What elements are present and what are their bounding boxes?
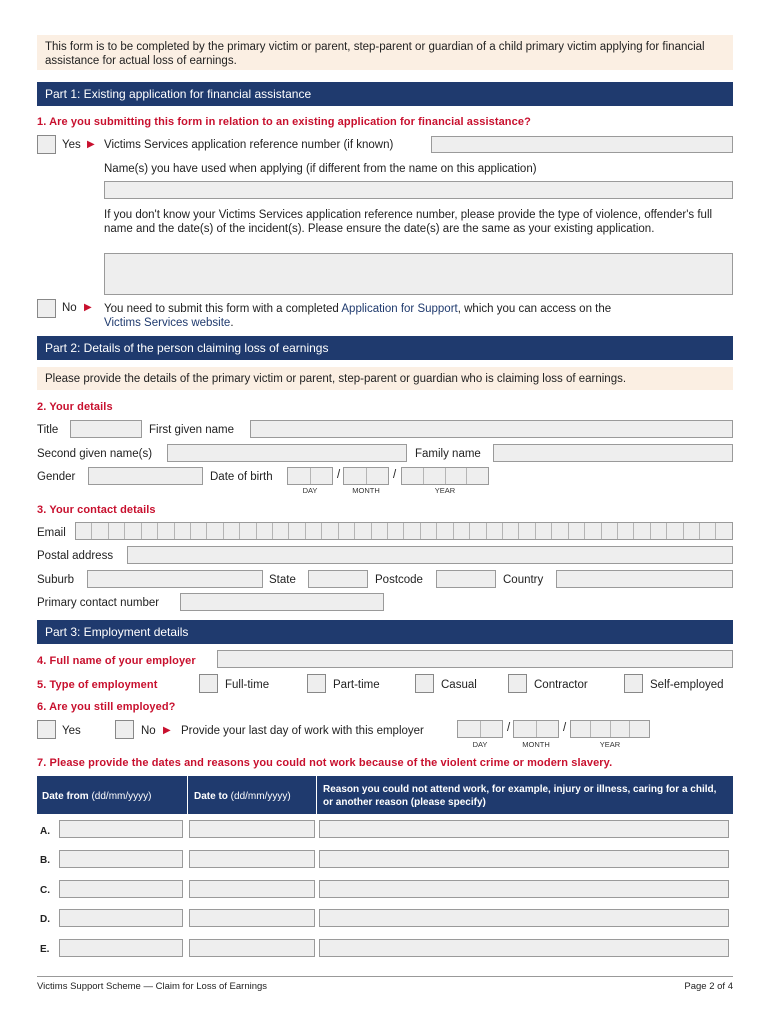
- footer-title: Victims Support Scheme — Claim for Loss of Earnings: [37, 981, 268, 992]
- question-4: 4. Full name of your employer: [37, 655, 196, 667]
- intro-note: This form is to be completed by the primary victim or parent, step-parent or guardian of a child primary victim applying for financial assistance for actual loss of earnings.: [37, 35, 733, 70]
- month-caption: MONTH: [522, 740, 550, 749]
- dob-slash: /: [393, 469, 397, 481]
- last-day-slash: /: [507, 722, 511, 734]
- no-text-c: .: [230, 317, 234, 329]
- last-day-slash: /: [563, 722, 567, 734]
- title-input[interactable]: [70, 420, 142, 438]
- still-employed-no-label: No: [141, 725, 156, 737]
- row-e-date-from[interactable]: [59, 939, 183, 957]
- email-input[interactable]: [75, 522, 733, 540]
- arrow-right-icon: ▶: [84, 302, 92, 313]
- last-day-day-input[interactable]: [457, 720, 503, 738]
- incident-details-textarea[interactable]: [104, 253, 733, 295]
- postcode-input[interactable]: [436, 570, 496, 588]
- row-b-reason[interactable]: [319, 850, 729, 868]
- col-from-bold: Date from: [42, 791, 89, 802]
- gender-label: Gender: [37, 471, 76, 483]
- col-reason-header: Reason you could not attend work, for example, injury or illness, caring for a child, or another reason (please specify): [317, 776, 733, 814]
- phone-label: Primary contact number: [37, 597, 160, 609]
- footer-divider: [37, 976, 733, 977]
- ref-number-input[interactable]: [431, 136, 733, 153]
- col-from-format: (dd/mm/yyyy): [88, 791, 152, 802]
- ref-number-label: Victims Services application reference number (if known): [104, 139, 394, 151]
- employer-name-input[interactable]: [217, 650, 733, 668]
- arrow-right-icon: ▶: [87, 139, 95, 150]
- year-caption: YEAR: [434, 486, 456, 495]
- first-name-label: First given name: [149, 424, 235, 436]
- first-name-input[interactable]: [250, 420, 733, 438]
- question-6: 6. Are you still employed?: [37, 701, 176, 713]
- family-name-label: Family name: [415, 448, 481, 460]
- col-to-bold: Date to: [194, 791, 228, 802]
- last-day-label: Provide your last day of work with this employer: [181, 725, 424, 737]
- page-number: Page 2 of 4: [684, 981, 733, 992]
- contractor-label: Contractor: [534, 679, 588, 691]
- state-input[interactable]: [308, 570, 368, 588]
- full-time-checkbox[interactable]: [199, 674, 218, 693]
- yes-checkbox[interactable]: [37, 135, 56, 154]
- suburb-input[interactable]: [87, 570, 263, 588]
- email-label: Email: [37, 527, 66, 539]
- part3-header: Part 3: Employment details: [37, 620, 733, 644]
- col-date-to-header: [188, 776, 317, 814]
- gender-input[interactable]: [88, 467, 203, 485]
- no-text-b: , which you can access on the: [457, 303, 612, 315]
- row-e-date-to[interactable]: [189, 939, 315, 957]
- dob-slash: /: [337, 469, 341, 481]
- full-time-label: Full-time: [225, 679, 270, 691]
- row-d-reason[interactable]: [319, 909, 729, 927]
- part1-header: Part 1: Existing application for financial assistance: [37, 82, 733, 106]
- still-employed-no-checkbox[interactable]: [115, 720, 134, 739]
- row-label-e: E.: [40, 944, 50, 955]
- casual-label: Casual: [441, 679, 477, 691]
- row-a-reason[interactable]: [319, 820, 729, 838]
- casual-checkbox[interactable]: [415, 674, 434, 693]
- still-employed-yes-checkbox[interactable]: [37, 720, 56, 739]
- dob-month-input[interactable]: [343, 467, 389, 485]
- no-label: No: [62, 302, 77, 314]
- row-d-date-to[interactable]: [189, 909, 315, 927]
- month-caption: MONTH: [352, 486, 380, 495]
- no-instructions: [104, 302, 704, 330]
- year-caption: YEAR: [599, 740, 621, 749]
- names-used-label: Name(s) you have used when applying (if different from the name on this application): [104, 163, 537, 175]
- col-to-format: (dd/mm/yyyy): [227, 791, 291, 802]
- row-e-reason[interactable]: [319, 939, 729, 957]
- self-employed-checkbox[interactable]: [624, 674, 643, 693]
- postal-address-input[interactable]: [127, 546, 733, 564]
- last-day-month-input[interactable]: [513, 720, 559, 738]
- victims-services-website-link[interactable]: Victims Services website: [104, 317, 231, 329]
- part2-header: Part 2: Details of the person claiming loss of earnings: [37, 336, 733, 360]
- question-2: 2. Your details: [37, 401, 113, 413]
- state-label: State: [269, 574, 296, 586]
- dob-day-input[interactable]: [287, 467, 333, 485]
- country-input[interactable]: [556, 570, 733, 588]
- no-checkbox[interactable]: [37, 299, 56, 318]
- row-label-d: D.: [40, 914, 50, 925]
- still-employed-yes-label: Yes: [62, 725, 81, 737]
- contractor-checkbox[interactable]: [508, 674, 527, 693]
- row-d-date-from[interactable]: [59, 909, 183, 927]
- row-b-date-from[interactable]: [59, 850, 183, 868]
- names-used-input[interactable]: [104, 181, 733, 199]
- family-name-input[interactable]: [493, 444, 733, 462]
- last-day-year-input[interactable]: [570, 720, 650, 738]
- question-1: 1. Are you submitting this form in relation to an existing application for financial assistance?: [37, 116, 531, 128]
- application-for-support-link[interactable]: Application for Support: [341, 303, 458, 315]
- self-employed-label: Self-employed: [650, 679, 724, 691]
- row-b-date-to[interactable]: [189, 850, 315, 868]
- second-name-input[interactable]: [167, 444, 407, 462]
- row-c-reason[interactable]: [319, 880, 729, 898]
- row-label-c: C.: [40, 885, 50, 896]
- part-time-checkbox[interactable]: [307, 674, 326, 693]
- no-text-a: You need to submit this form with a completed: [104, 303, 342, 315]
- row-label-b: B.: [40, 855, 50, 866]
- row-label-a: A.: [40, 826, 50, 837]
- dob-year-input[interactable]: [401, 467, 489, 485]
- question-5: 5. Type of employment: [37, 679, 158, 691]
- row-a-date-to[interactable]: [189, 820, 315, 838]
- arrow-right-icon: ▶: [163, 725, 171, 736]
- dob-label: Date of birth: [210, 471, 273, 483]
- row-a-date-from[interactable]: [59, 820, 183, 838]
- row-c-date-from[interactable]: [59, 880, 183, 898]
- part-time-label: Part-time: [333, 679, 380, 691]
- col-date-from-header: [37, 776, 188, 814]
- yes-label: Yes: [62, 139, 81, 151]
- day-caption: DAY: [472, 740, 488, 749]
- day-caption: DAY: [302, 486, 318, 495]
- postcode-label: Postcode: [375, 574, 423, 586]
- second-name-label: Second given name(s): [37, 448, 153, 460]
- postal-address-label: Postal address: [37, 550, 114, 562]
- title-label: Title: [37, 424, 59, 436]
- unknown-ref-instructions: If you don't know your Victims Services application reference number, please provide the type of violence, offender's full name and the date(s) of the incident(s). Please ensure the date(s) are the same as your existing application.: [104, 209, 713, 235]
- phone-input[interactable]: [180, 593, 384, 611]
- suburb-label: Suburb: [37, 574, 75, 586]
- question-7: 7. Please provide the dates and reasons you could not work because of the violent crime or modern slavery.: [37, 757, 613, 769]
- country-label: Country: [503, 574, 544, 586]
- question-3: 3. Your contact details: [37, 504, 156, 516]
- row-c-date-to[interactable]: [189, 880, 315, 898]
- part2-note: Please provide the details of the primary victim or parent, step-parent or guardian who is claiming loss of earnings.: [37, 367, 733, 390]
